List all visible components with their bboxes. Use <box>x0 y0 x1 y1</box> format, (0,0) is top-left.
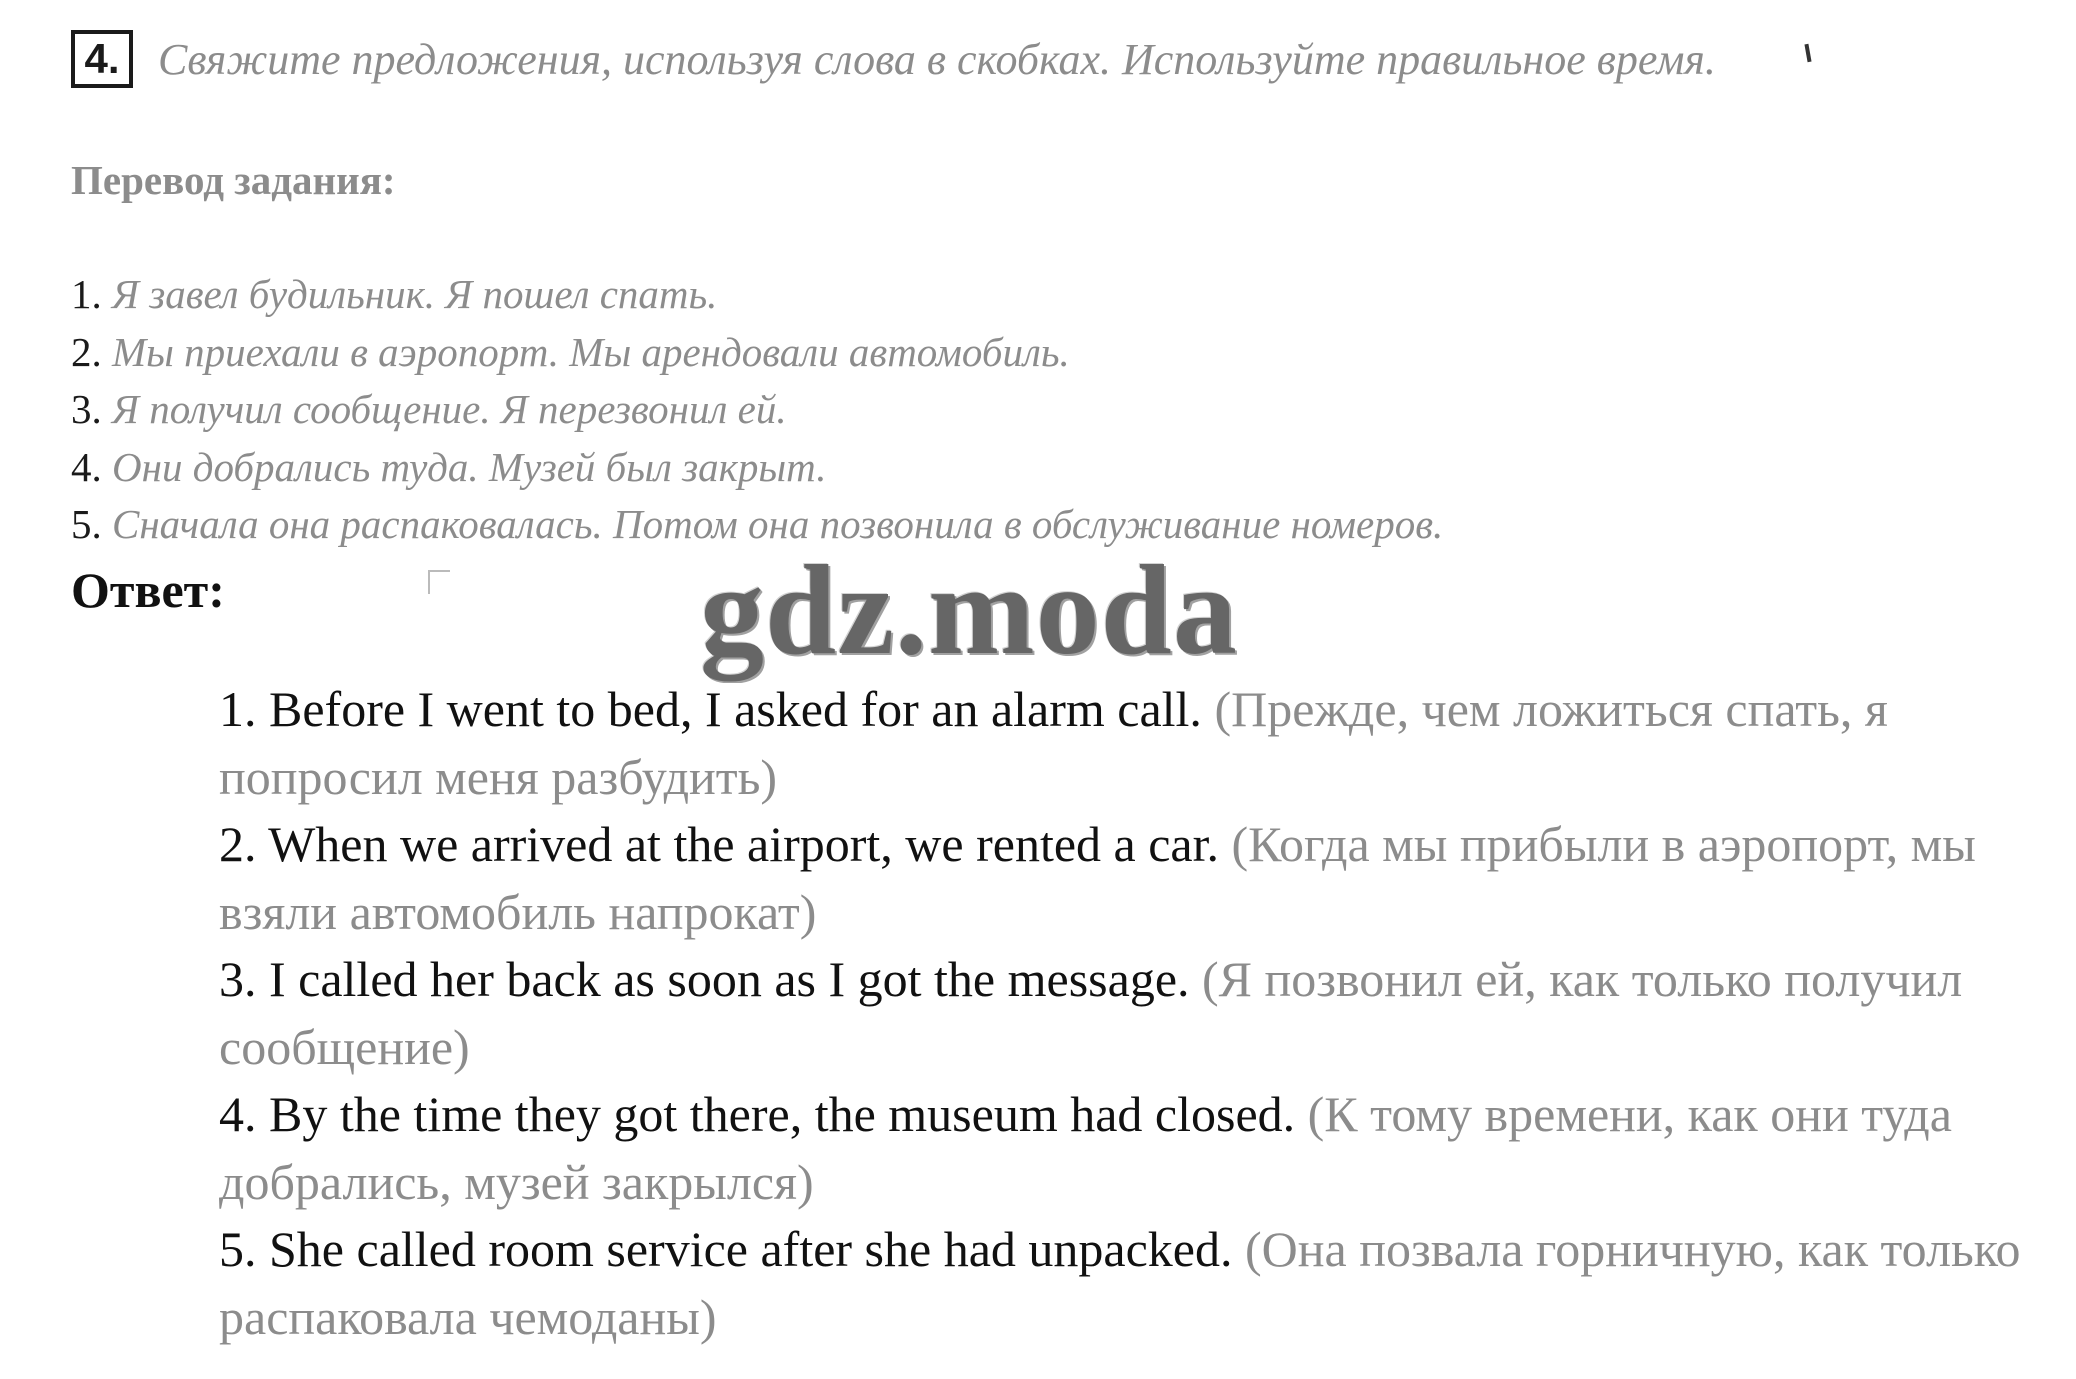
answer-item <box>219 946 2039 1081</box>
item-number: 5. <box>71 501 102 547</box>
answer-item <box>219 1081 2039 1216</box>
item-number: 2. <box>71 328 102 375</box>
item-text: Мы приехали в аэропорт. Мы арендовали автомобиль. <box>112 328 1070 375</box>
answer-english: 3. I called her back as soon as I got the message. <box>219 951 1190 1007</box>
answer-item <box>219 676 2039 811</box>
translation-item <box>71 439 1443 497</box>
answer-heading: Ответ: <box>71 562 225 618</box>
task-instruction: Свяжите предложения, используя слова в скобках. Используйте правильное время. <box>158 35 1716 84</box>
item-number: 3. <box>71 386 102 432</box>
translation-item <box>71 324 1443 382</box>
answer-russian: (Я позвонил ей, как только получил сообщение) <box>219 951 1963 1075</box>
translation-heading: Перевод задания: <box>71 157 396 203</box>
watermark-logo: gdz.moda <box>700 539 1238 681</box>
task-number-box: 4. <box>71 30 133 88</box>
answer-english: 5. She called room service after she had unpacked. <box>219 1221 1233 1277</box>
translation-list <box>71 266 1443 554</box>
item-text: Сначала она распаковалась. Потом она позвонила в обслуживание номеров. <box>112 501 1444 547</box>
answer-item <box>219 811 2039 946</box>
answer-english: 1. Before I went to bed, I asked for an alarm call. <box>219 681 1202 737</box>
corner-mark-icon <box>428 570 450 594</box>
answer-english: 2. When we arrived at the airport, we rented a car. <box>219 816 1219 872</box>
translation-item <box>71 266 1443 324</box>
answer-english: 4. By the time they got there, the museum had closed. <box>219 1086 1296 1142</box>
cursor-mark-icon <box>1804 44 1811 62</box>
answer-russian: (К тому времени, как они туда добрались, музей закрылся) <box>219 1086 1952 1210</box>
answer-list <box>219 676 2039 1351</box>
translation-item <box>71 381 1443 439</box>
item-number: 1. <box>71 271 102 317</box>
item-text: Я завел будильник. Я пошел спать. <box>112 271 718 317</box>
answer-russian: (Прежде, чем ложиться спать, я попросил меня разбудить) <box>219 681 1888 805</box>
answer-russian: (Когда мы прибыли в аэропорт, мы взяли автомобиль напрокат) <box>219 816 1976 940</box>
answer-russian: (Она позвала горничную, как только распаковала чемоданы) <box>219 1221 2021 1345</box>
answer-item <box>219 1216 2039 1351</box>
item-number: 4. <box>71 443 102 490</box>
item-text: Они добрались туда. Музей был закрыт. <box>112 443 827 490</box>
item-text: Я получил сообщение. Я перезвонил ей. <box>112 386 787 432</box>
